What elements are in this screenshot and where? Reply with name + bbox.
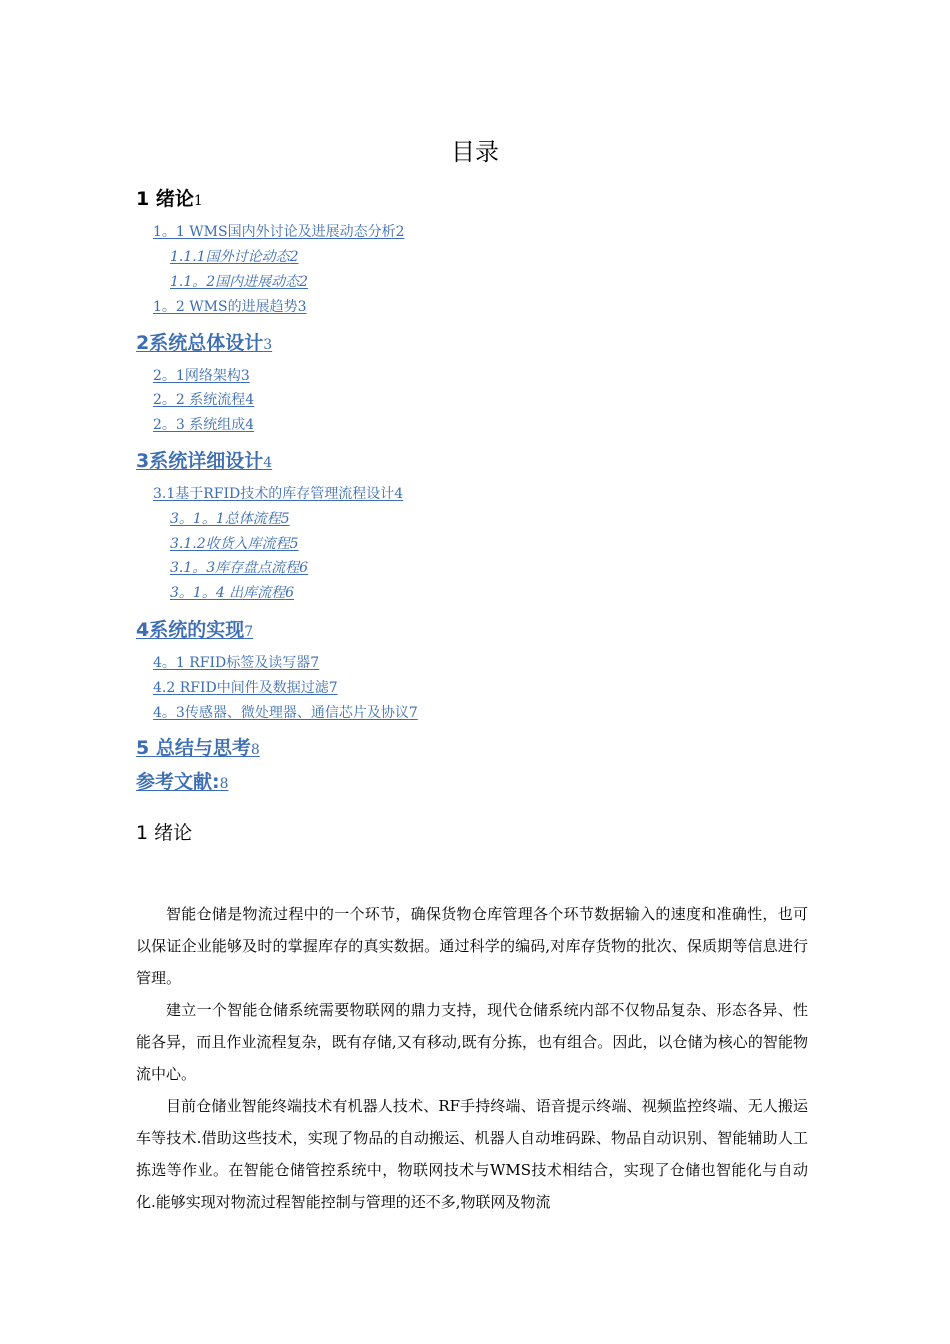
toc-entry-5[interactable]: [136, 733, 260, 760]
toc-entry-text: 1。2 WMS的进展趋势: [153, 299, 298, 315]
toc-entry-text: 1.1.1国外讨论动态: [170, 249, 290, 265]
toc-entry-page: 7: [328, 680, 338, 696]
toc-entry-page: 4: [245, 392, 255, 408]
toc-entry-2-2[interactable]: [153, 389, 254, 409]
toc-entry-text: 参考文献:: [136, 771, 220, 793]
toc-entry-text: 1 绪论: [136, 188, 194, 210]
toc-entry-4-3[interactable]: [153, 702, 418, 722]
toc-entry-1-1-1[interactable]: [170, 246, 299, 266]
toc-entry-page: 2: [289, 249, 299, 265]
toc-entry-3[interactable]: [136, 446, 272, 473]
toc-entry-text: 1。1 WMS国内外讨论及进展动态分析: [153, 224, 396, 240]
toc-entry-text: 2。2 系统流程: [153, 392, 246, 408]
toc-entry-2-1[interactable]: [153, 365, 250, 385]
toc-entry-page: 2: [299, 274, 309, 290]
toc-entry-page: 5: [280, 511, 290, 527]
toc-entry-text: 4.2 RFID中间件及数据过滤: [153, 680, 329, 696]
toc-entry-3-1-4[interactable]: [170, 582, 294, 602]
toc-entry-page: 4: [394, 486, 404, 502]
toc-entry-page: 4: [245, 417, 255, 433]
toc-entry-2[interactable]: [136, 328, 272, 355]
toc-entry-1[interactable]: [136, 184, 203, 211]
toc-entry-page: 7: [244, 624, 254, 640]
toc-entry-text: 3.1。3库存盘点流程: [170, 560, 300, 576]
toc-entry-4[interactable]: [136, 615, 253, 642]
toc-entry-3-1[interactable]: [153, 483, 403, 503]
toc-entry-text: 4。3传感器、微处理器、通信芯片及协议: [153, 705, 409, 721]
toc-entry-page: 7: [408, 705, 418, 721]
toc-entry-references[interactable]: [136, 767, 229, 794]
body-text: [136, 898, 808, 1218]
toc-entry-4-2[interactable]: [153, 677, 338, 697]
toc-entry-page: 1: [193, 193, 203, 209]
toc-entry-3-1-2[interactable]: [170, 533, 299, 553]
toc-entry-page: 8: [219, 776, 229, 792]
toc-entry-text: 3。1。4 出库流程: [170, 585, 286, 601]
toc-entry-text: 3。1。1总体流程: [170, 511, 281, 527]
toc-entry-text: 3.1.2收货入库流程: [170, 536, 290, 552]
toc-entry-page: 2: [395, 224, 405, 240]
toc-entry-text: 2系统总体设计: [136, 332, 264, 354]
section-heading: 1 绪论: [136, 822, 193, 844]
toc-entry-text: 4。1 RFID标签及读写器: [153, 655, 311, 671]
toc-entry-page: 6: [285, 585, 295, 601]
paragraph: 目前仓储业智能终端技术有机器人技术、RF手持终端、语音提示终端、视频监控终端、无人搬运车等技术.借助这些技术，实现了物品的自动搬运、机器人自动堆码跺、物品自动识别、智能辅助人工拣选等作业。在智能仓储管控系统中，物联网技术与WMS技术相结合，实现了仓储也智能化与自动化.能够实现对物流过程智能控制与管理的还不多,物联网及物流: [136, 1097, 808, 1211]
toc-entry-page: 3: [240, 368, 250, 384]
toc-entry-text: 3系统详细设计: [136, 450, 264, 472]
paragraph: 建立一个智能仓储系统需要物联网的鼎力支持，现代仓储系统内部不仅物品复杂、形态各异、性能各异，而且作业流程复杂，既有存储,又有移动,既有分拣，也有组合。因此，以仓储为核心的智能物流中心。: [136, 1001, 808, 1083]
toc-entry-page: 7: [310, 655, 320, 671]
toc-entry-page: 6: [299, 560, 309, 576]
toc-title: 目录: [451, 138, 499, 166]
toc-entry-text: 3.1基于RFID技术的库存管理流程设计: [153, 486, 395, 502]
toc-entry-3-1-1[interactable]: [170, 508, 290, 528]
toc-entry-4-1[interactable]: [153, 652, 319, 672]
toc-entry-page: 5: [289, 536, 299, 552]
toc-entry-text: 5 总结与思考: [136, 737, 251, 759]
toc-entry-page: 4: [263, 455, 273, 471]
toc-entry-3-1-3[interactable]: [170, 557, 308, 577]
toc-entry-page: 8: [250, 742, 260, 758]
toc-entry-1-1-2[interactable]: [170, 271, 308, 291]
toc-entry-2-3[interactable]: [153, 414, 254, 434]
toc-entry-text: 1.1。2国内进展动态: [170, 274, 300, 290]
toc-entry-page: 3: [263, 337, 273, 353]
toc-entry-text: 2。1网络架构: [153, 368, 241, 384]
toc-entry-1-2[interactable]: [153, 296, 307, 316]
toc-entry-page: 3: [297, 299, 307, 315]
toc-entry-1-1[interactable]: [153, 221, 405, 241]
paragraph: 智能仓储是物流过程中的一个环节，确保货物仓库管理各个环节数据输入的速度和准确性，也可以保证企业能够及时的掌握库存的真实数据。通过科学的编码,对库存货物的批次、保质期等信息进行管理。: [136, 905, 808, 987]
toc-entry-text: 2。3 系统组成: [153, 417, 246, 433]
toc-entry-text: 4系统的实现: [136, 619, 245, 641]
